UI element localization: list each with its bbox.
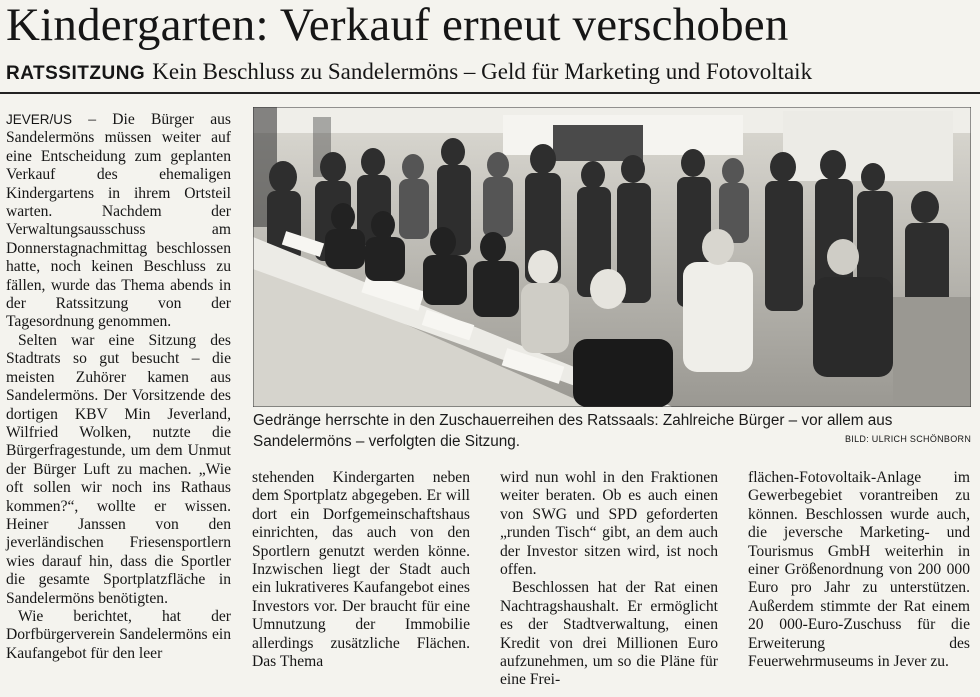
article-column-2 — [252, 469, 470, 671]
paragraph: wird nun wohl in den Fraktionen weiter beraten. Ob es auch einen von SWG und SPD geforderten „runden Tisch“ gibt, an dem auch der Investor sitzen wird, ist noch offen. — [500, 469, 718, 579]
paragraph: Beschlossen hat der Rat einen Nachtragshaushalt. Er ermöglicht es der Stadtverwaltung, einen Kredit von drei Millionen Euro aufzunehmen, um so die Pläne für eine Frei- — [500, 579, 718, 689]
paragraph: Selten war eine Sitzung des Stadtrats so gut besucht – die meisten Zuhörer kamen aus Sandelermöns. Der Vorsitzende des dortigen KBV Min Jeverland, Wilfried Wolken, nutzte die Bürgerfragestunde, um dem Unmut der Bürger Luft zu machen. „Wie oft sollen wir noch ins Rathaus kommen?“, wollte er wissen. Heiner Janssen von den jeverländischen Friesensportlern wies darauf hin, dass die Sportler die gesamte Sportplatzfläche in Sandelermöns benötigten. — [6, 331, 231, 607]
photo-credit: BILD: ULRICH SCHÖNBORN — [845, 434, 972, 444]
paragraph: flächen-Fotovoltaik-Anlage im Gewerbegebiet vorantreiben zu können. Beschlossen wurde auch, die jeversche Marketing- und Tourismus GmbH weiterhin in einer Größenordnung von 200 000 Euro pro Jahr zu unterstützen. Außerdem stimmte der Rat einem 20 000-Euro-Zuschuss für die Erweiterung des Feuerwehrmuseums in Jever zu. — [748, 469, 970, 671]
paragraph-text: – Die Bürger aus Sandelermöns müssen weiter auf eine Entscheidung zum geplanten Verkauf des ehemaligen Kindergartens in ihrem Ortsteil warten. Nachdem der Verwaltungsausschuss am Donnerstagnachmittag beschlossen hatte, noch keinen Beschluss zu fällen, wurde das Thema abends in der Ratssitzung von der Tagesordnung genommen. — [6, 111, 231, 331]
paragraph — [6, 111, 231, 332]
paragraph: Wie berichtet, hat der Dorfbürgerverein Sandelermöns ein Kaufangebot für den leer — [6, 607, 231, 662]
news-photo — [253, 107, 971, 407]
article-column-3 — [500, 469, 718, 690]
article-column-4 — [748, 469, 970, 671]
subheadline-line — [6, 57, 812, 89]
kicker: RATSSITZUNG — [6, 63, 146, 84]
photo-caption: Gedränge herrschte in den Zuschauerreihen des Ratssaals: Zahlreiche Bürger – vor allem aus Sandelermöns – verfolgten die Sitzung. — [253, 412, 893, 450]
paragraph: stehenden Kindergarten neben dem Sportplatz abgegeben. Er will dort ein Dorfgemeinschaftshaus einrichten, das auch von den Sportlern genutzt werden könne. Inzwischen liegt der Stadt auch ein lukrativeres Kaufangebot eines Investors vor. Der braucht für eine Umnutzung der Immobilie allerdings zusätzliche Flächen. Das Thema — [252, 469, 470, 671]
dateline: JEVER/US — [6, 112, 73, 127]
subheadline: Kein Beschluss zu Sandelermöns – Geld für Marketing und Fotovoltaik — [152, 59, 813, 84]
article-column-1 — [6, 111, 231, 663]
divider — [0, 92, 980, 94]
headline: Kindergarten: Verkauf erneut verschoben — [6, 0, 789, 51]
